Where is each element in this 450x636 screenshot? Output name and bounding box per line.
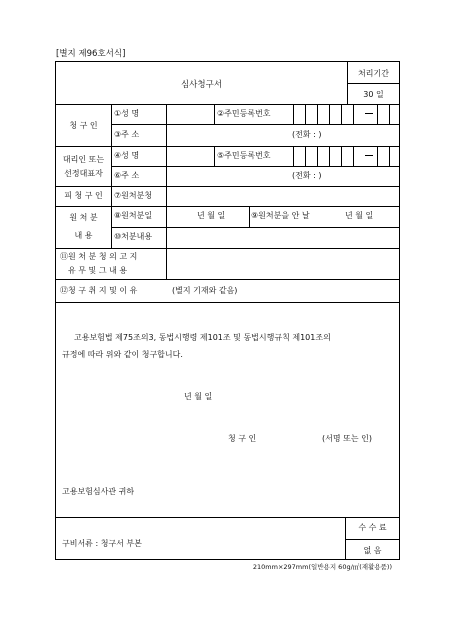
disposition-content-label: ⑩처분내용 bbox=[114, 232, 153, 241]
notice-info-label-2: 유 무 및 그 내 용 bbox=[68, 266, 128, 275]
respondent-office-label: ⑦원처분청 bbox=[114, 191, 153, 200]
claimant-phone-label: (전화 : ) bbox=[292, 130, 322, 139]
claimant-section-label: 청 구 인 bbox=[69, 121, 98, 130]
representative-address-field[interactable] bbox=[167, 167, 287, 185]
claimant-address-label: ③주 소 bbox=[114, 130, 140, 139]
disposition-content-field[interactable] bbox=[167, 228, 399, 247]
representative-section-label-2: 선정대표자 bbox=[64, 169, 103, 178]
disposition-date-label: ⑧원처분일 bbox=[114, 211, 153, 220]
date-line[interactable]: 년 월 일 bbox=[184, 392, 213, 401]
representative-address-label: ⑥주 소 bbox=[114, 171, 140, 180]
body-text-line-1: 고용보험법 제75조의3, 동법시행령 제101조 및 동법시행규칙 제101조의 bbox=[74, 333, 331, 342]
notice-info-label-1: ⑪원 처 분 청 의 고 지 bbox=[60, 252, 138, 261]
representative-section-label-1: 대리인 또는 bbox=[62, 155, 105, 164]
fee-label: 수 수 료 bbox=[358, 523, 387, 532]
body-text-line-2: 규정에 따라 위와 같이 청구합니다. bbox=[62, 350, 183, 359]
claimant-rrn-label: ②주민등록번호 bbox=[217, 109, 271, 118]
addressee: 고용보험심사관 귀하 bbox=[62, 487, 135, 496]
notice-info-field[interactable] bbox=[167, 249, 399, 278]
representative-rrn-label: ⑤주민등록번호 bbox=[217, 151, 271, 160]
representative-rrn-boxes[interactable] bbox=[293, 146, 401, 166]
respondent-office-field[interactable] bbox=[167, 187, 399, 205]
signature-note: (서명 또는 인) bbox=[322, 434, 372, 443]
form-sheet bbox=[55, 61, 400, 560]
processing-period-value: 30 일 bbox=[363, 90, 384, 99]
claimant-name-label: ①성 명 bbox=[114, 109, 140, 118]
processing-period-label: 처리기간 bbox=[358, 69, 389, 78]
form-number: [별지 제96호서식] bbox=[56, 49, 126, 59]
attachments-text: 구비서류 : 청구서 부본 bbox=[62, 539, 142, 548]
claimant-rrn-boxes[interactable] bbox=[293, 104, 401, 124]
respondent-section-label: 피 청 구 인 bbox=[64, 191, 103, 200]
purpose-label: ⑫청 구 취 지 및 이 유 bbox=[60, 286, 138, 295]
signature-label: 청 구 인 bbox=[228, 434, 257, 443]
signature-field[interactable] bbox=[268, 430, 320, 446]
disposition-section-label-2: 내 용 bbox=[74, 231, 93, 240]
claimant-name-field[interactable] bbox=[167, 105, 213, 123]
form-title: 심사청구서 bbox=[180, 80, 223, 90]
disposition-section-label-1: 원 처 분 bbox=[69, 213, 98, 222]
representative-name-label: ④성 명 bbox=[114, 151, 140, 160]
disposition-notice-label: ⑨원처분을 안 날 bbox=[251, 211, 310, 220]
paper-spec: 210mm×297mm(일반용지 60g/㎡(재활용품)) bbox=[252, 563, 392, 571]
purpose-value: (별지 기재와 같음) bbox=[172, 286, 238, 295]
claimant-address-field[interactable] bbox=[167, 125, 287, 145]
representative-phone-label: (전화 : ) bbox=[292, 171, 322, 180]
disposition-notice-value[interactable]: 년 월 일 bbox=[345, 211, 374, 220]
disposition-date-value[interactable]: 년 월 일 bbox=[197, 211, 226, 220]
representative-name-field[interactable] bbox=[167, 147, 213, 165]
fee-value: 없 음 bbox=[363, 546, 382, 555]
